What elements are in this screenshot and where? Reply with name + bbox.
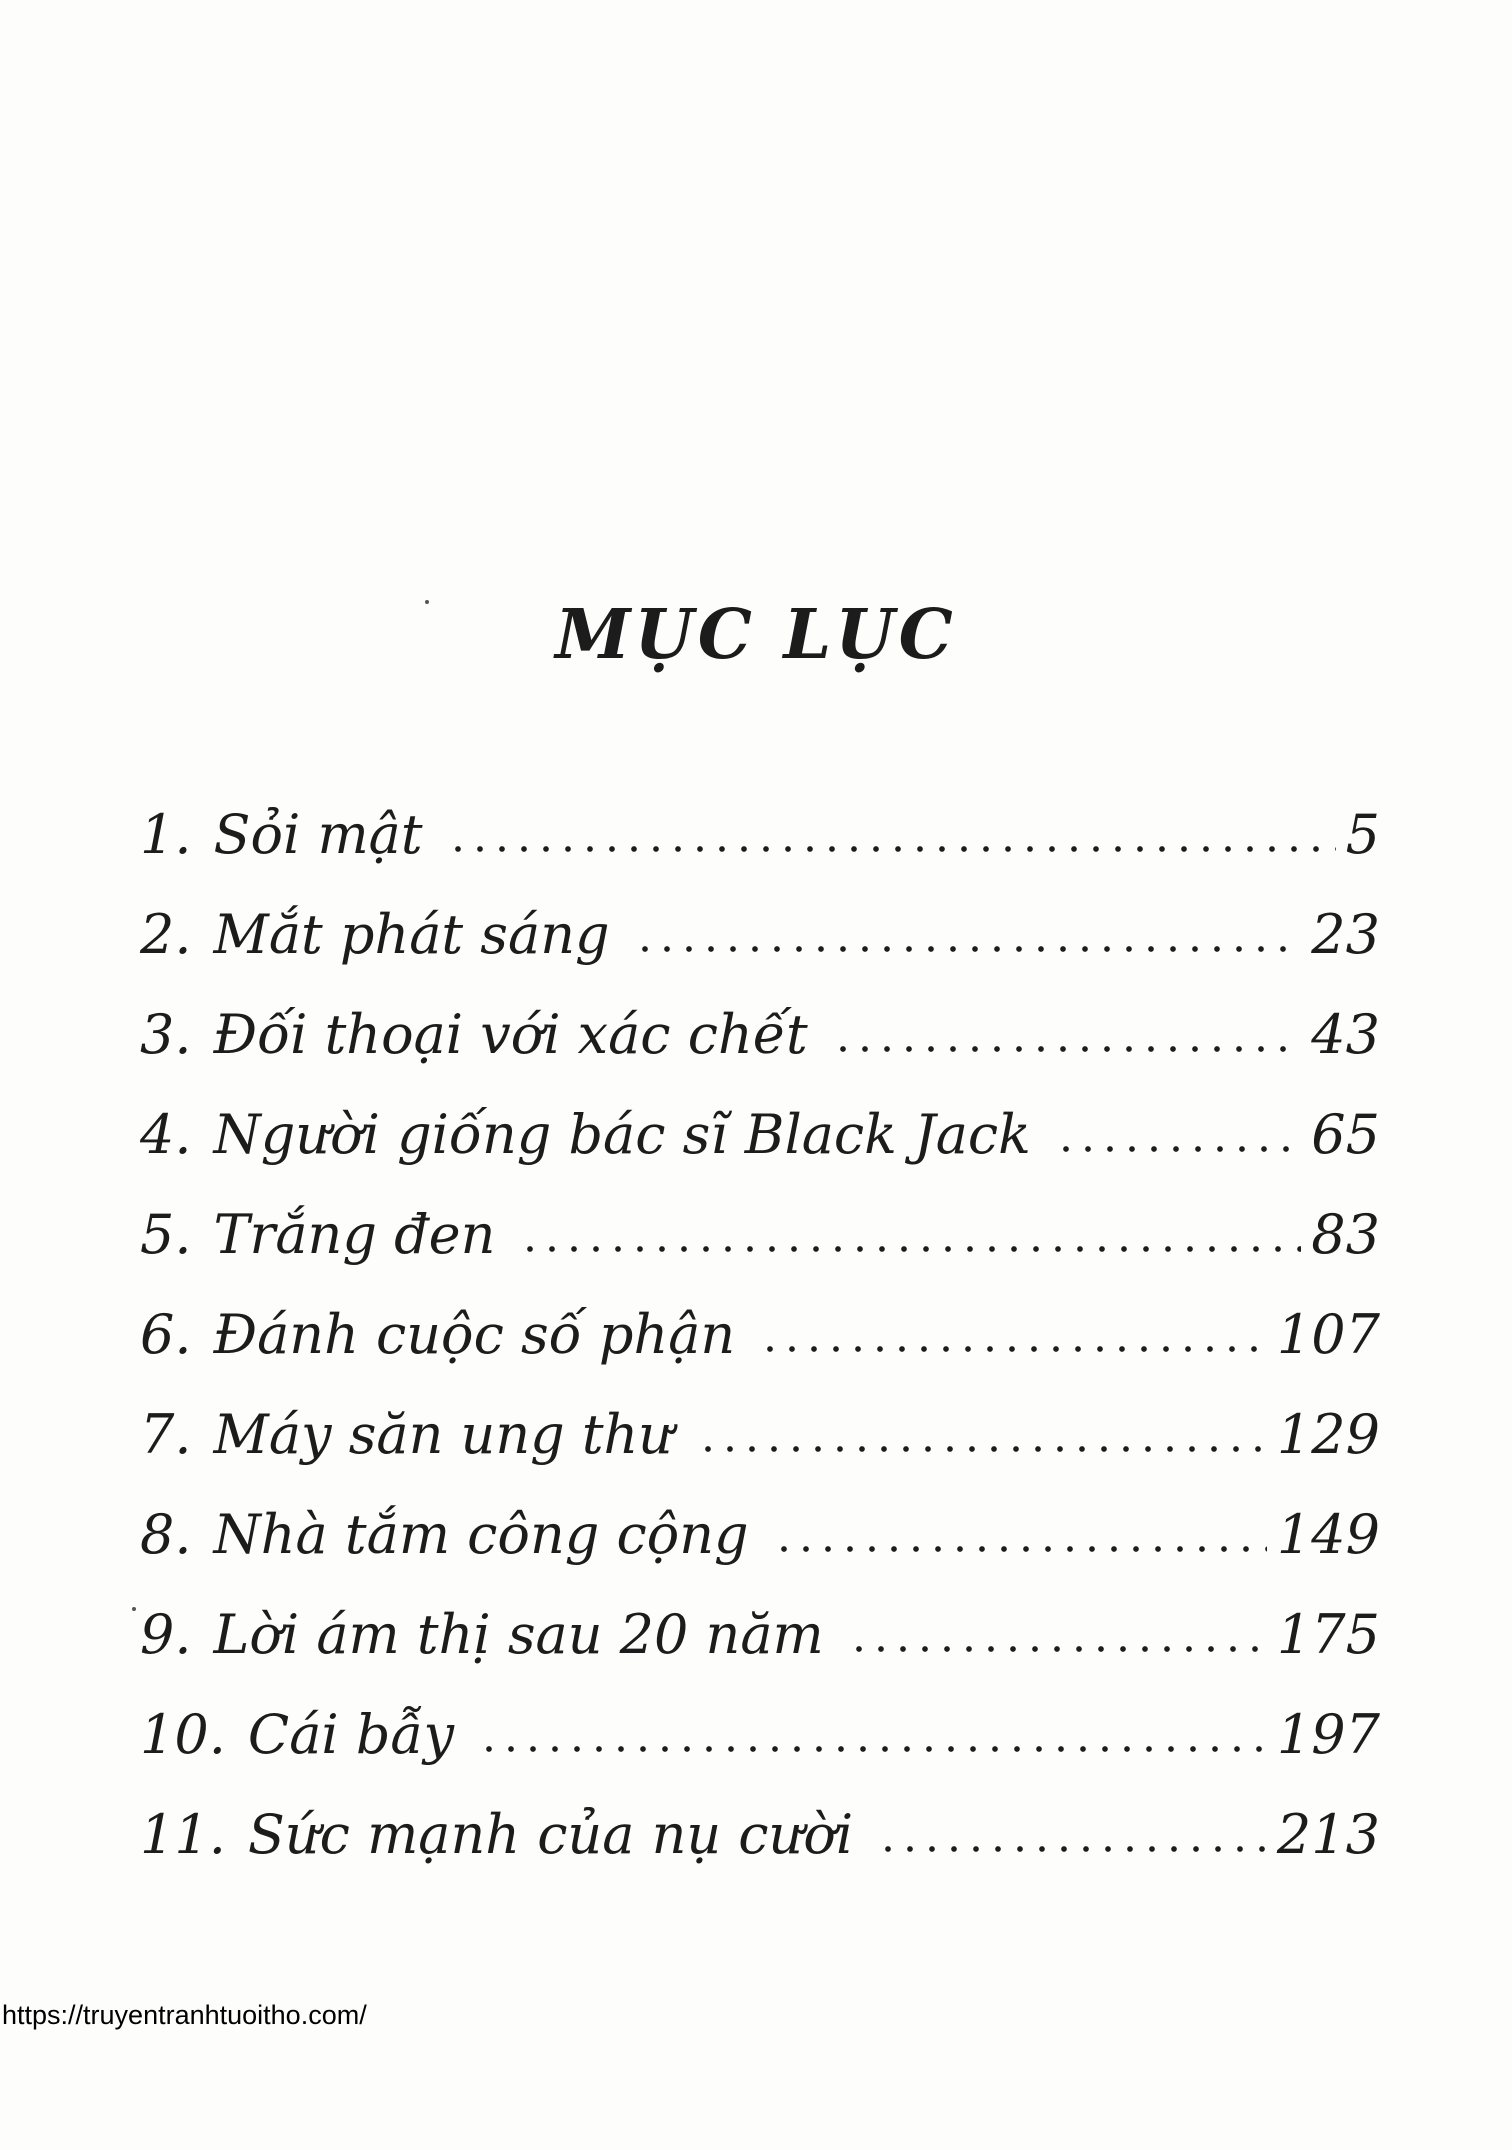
entry-number: 7. (140, 1403, 192, 1466)
entry-number: 5. (140, 1203, 192, 1266)
entry-page-number: 107 (1276, 1303, 1380, 1366)
dot-leader (478, 1744, 1267, 1754)
entry-number: 3. (140, 1003, 192, 1066)
entry-title: Nhà tắm công cộng (213, 1503, 749, 1566)
entry-title: Cái bẫy (247, 1703, 455, 1766)
entry-title: Sức mạnh của nụ cười (247, 1803, 854, 1866)
entry-page-number: 83 (1311, 1203, 1380, 1266)
toc-entry (140, 1470, 1380, 1570)
entry-number: 11. (140, 1803, 226, 1866)
entry-number: 9. (140, 1603, 192, 1666)
dot-leader (759, 1344, 1267, 1354)
toc-entry (140, 1570, 1380, 1670)
toc-entry (140, 870, 1380, 970)
toc-entry (140, 1770, 1380, 1870)
entry-number: 1. (140, 803, 192, 866)
entry-title: Trắng đen (213, 1203, 496, 1266)
entry-title: Máy săn ung thư (213, 1403, 674, 1466)
dot-leader (447, 844, 1336, 854)
entry-page-number: 43 (1311, 1003, 1380, 1066)
entry-page-number: 129 (1276, 1403, 1380, 1466)
entry-title: Người giống bác sĩ Black Jack (213, 1103, 1031, 1166)
toc-entry (140, 1170, 1380, 1270)
dot-leader (1055, 1144, 1301, 1154)
dot-leader (519, 1244, 1301, 1254)
entry-page-number: 5 (1345, 803, 1380, 866)
table-of-contents (140, 770, 1380, 1870)
toc-entry (140, 1670, 1380, 1770)
dot-leader (634, 944, 1302, 954)
toc-entry (140, 1370, 1380, 1470)
source-url[interactable]: https://truyentranhtuoitho.com/ (2, 2000, 367, 2030)
entry-number: 2. (140, 903, 192, 966)
entry-number: 8. (140, 1503, 192, 1566)
entry-title: Lời ám thị sau 20 năm (213, 1603, 824, 1666)
dot-leader (848, 1644, 1267, 1654)
dot-leader (773, 1544, 1267, 1554)
page-title: MỤC LỤC (555, 595, 957, 675)
entry-page-number: 197 (1276, 1703, 1380, 1766)
entry-page-number: 149 (1276, 1503, 1380, 1566)
entry-title: Mắt phát sáng (213, 903, 610, 966)
toc-entry (140, 1270, 1380, 1370)
entry-number: 4. (140, 1103, 192, 1166)
dot-leader (697, 1444, 1267, 1454)
entry-page-number: 175 (1276, 1603, 1380, 1666)
entry-number: 10. (140, 1703, 226, 1766)
entry-page-number: 213 (1276, 1803, 1380, 1866)
entry-title: Đánh cuộc số phận (213, 1303, 736, 1366)
dot-leader (832, 1044, 1302, 1054)
scan-speck (132, 1607, 136, 1611)
entry-title: Đối thoại với xác chết (213, 1003, 808, 1066)
toc-entry (140, 970, 1380, 1070)
toc-entry (140, 770, 1380, 870)
entry-number: 6. (140, 1303, 192, 1366)
toc-entry (140, 1070, 1380, 1170)
entry-title: Sỏi mật (213, 803, 423, 866)
dot-leader (877, 1844, 1267, 1854)
entry-page-number: 23 (1311, 903, 1380, 966)
entry-page-number: 65 (1311, 1103, 1380, 1166)
